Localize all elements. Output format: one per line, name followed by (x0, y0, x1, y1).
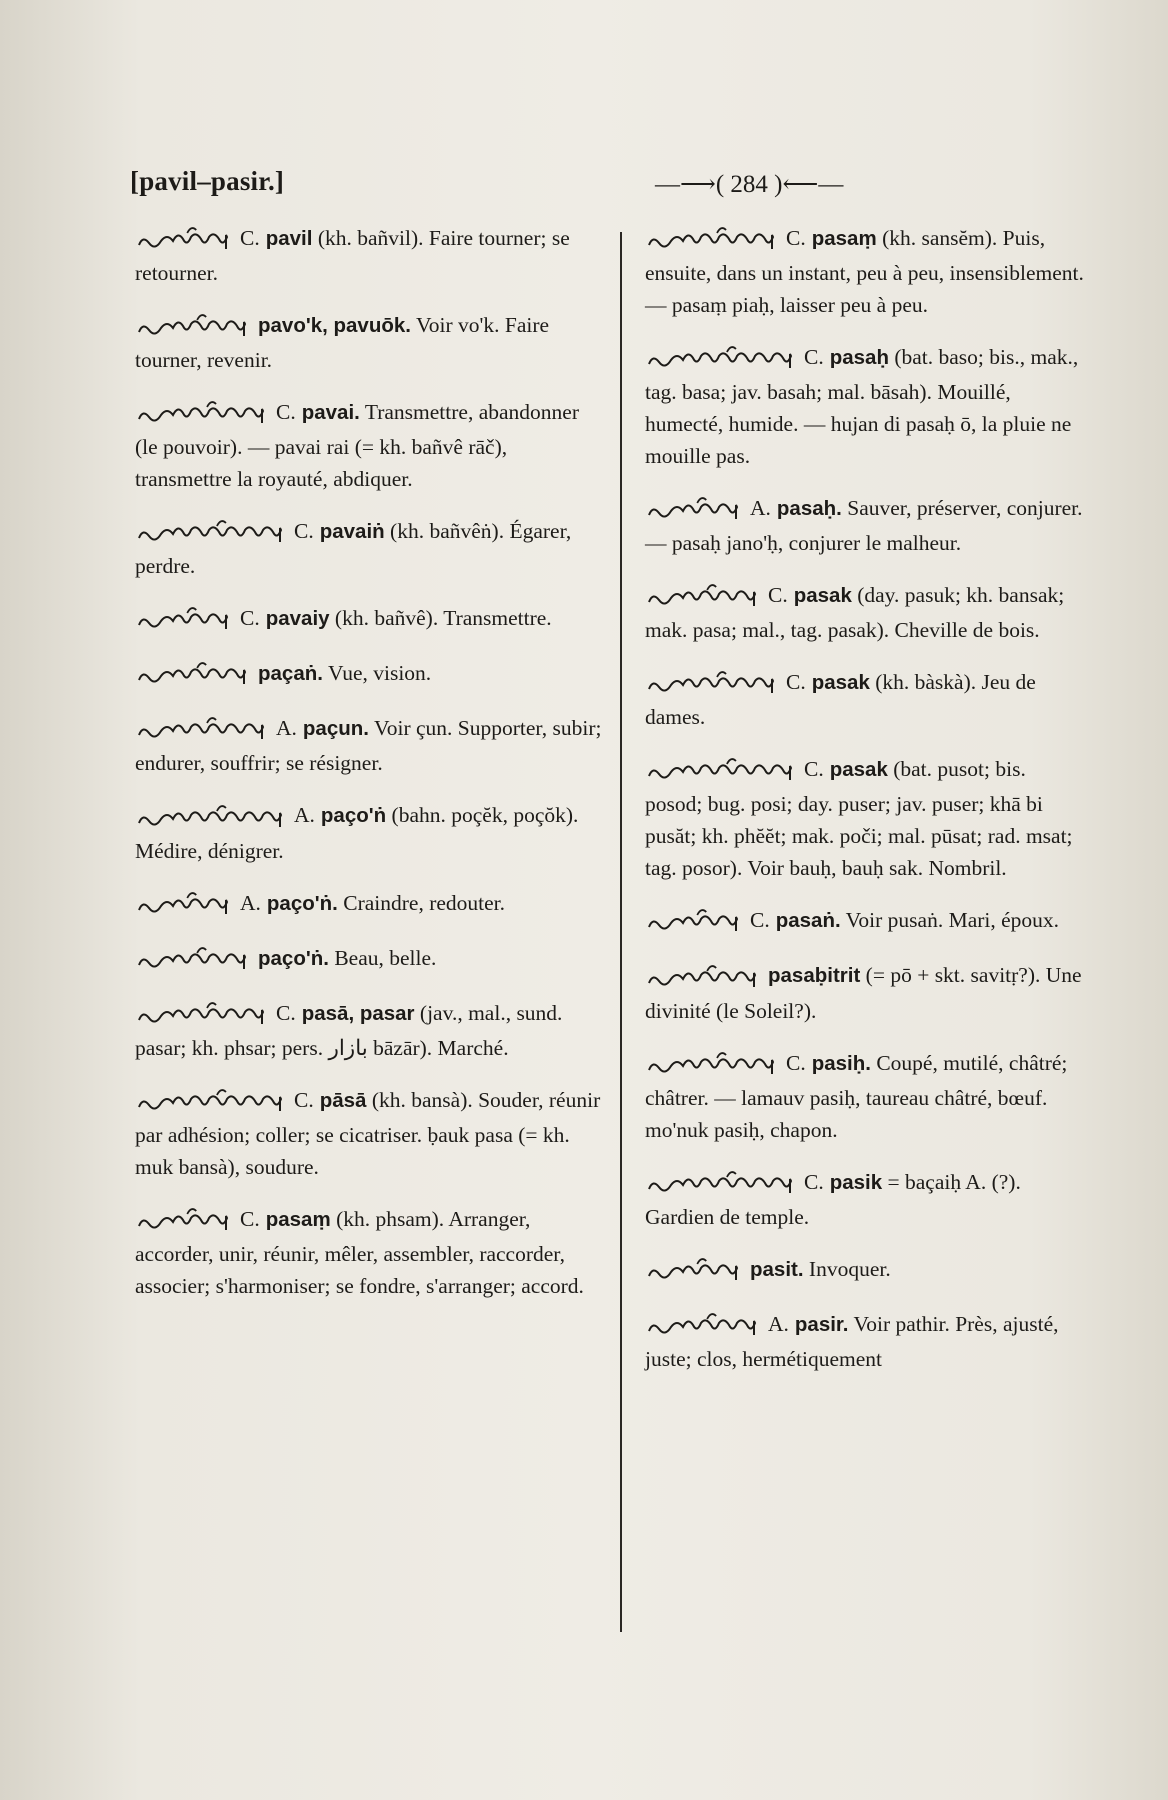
cham-script-glyph (135, 223, 230, 257)
cham-script-glyph (135, 713, 266, 747)
entry-origin: C. (240, 606, 260, 631)
dictionary-entry (645, 1166, 1085, 1233)
entry-definition: Vue, vision. (327, 661, 432, 686)
entry-origin: C. (294, 1087, 314, 1112)
dictionary-entry (135, 309, 605, 376)
cham-script-glyph (135, 801, 284, 835)
entry-definition: Beau, belle. (334, 945, 437, 970)
dictionary-entry (135, 887, 605, 922)
entry-definition: Coupé, mutilé, châtré; châtrer. — lamauv pasiḥ, taureau châtré, bœuf. mo'nuk pasiḥ, chapon. (645, 1050, 1068, 1142)
entry-headword: paço'ṅ. (266, 891, 338, 915)
dictionary-entry (135, 799, 605, 866)
cham-script-glyph (135, 516, 284, 550)
dictionary-entry (645, 1253, 1085, 1288)
entry-headword: pasaṃ (811, 227, 877, 250)
cham-script-glyph (645, 223, 776, 257)
page-number: —⟶( 284 )⟵— (655, 171, 844, 198)
right-column (645, 222, 1085, 1395)
entry-definition: Voir çun. Supporter, subir; endurer, souffrir; se résigner. (135, 716, 602, 776)
dictionary-entry (135, 712, 605, 779)
dictionary-entry (135, 222, 605, 289)
cham-script-glyph (645, 342, 794, 376)
cham-script-glyph (645, 493, 740, 527)
entry-headword: pasit. (750, 1257, 804, 1281)
entry-definition: Invoquer. (808, 1256, 891, 1281)
dictionary-entry (645, 492, 1085, 559)
cham-script-glyph (135, 310, 248, 344)
cham-script-glyph (645, 580, 758, 614)
entry-origin: C. (786, 226, 806, 250)
entry-definition: Sauver, préserver, conjurer. — pasaḥ jano'ḥ, conjurer le malheur. (645, 496, 1083, 556)
entry-headword: pasak (811, 671, 870, 695)
cham-script-glyph (645, 961, 758, 995)
entry-definition: (kh. bàskà). Jeu de dames. (645, 670, 1036, 730)
dictionary-entry (645, 1047, 1085, 1146)
entry-headword: pavaiṅ (319, 520, 385, 544)
entry-definition: (bahn. poçĕk, poçŏk). Médire, dénigrer. (135, 803, 579, 863)
cham-script-glyph (135, 1204, 230, 1238)
entry-definition: (jav., mal., sund. pasar; kh. phsar; pers. بازار bāzār). Marché. (135, 1000, 563, 1060)
entry-headword: paçun. (302, 717, 369, 741)
dictionary-entry (135, 657, 605, 692)
cham-script-glyph (135, 943, 248, 977)
dictionary-entry (645, 1308, 1085, 1375)
entry-origin: C. (804, 757, 824, 782)
entry-headword: pasik (829, 1170, 883, 1194)
entry-headword: pasak (793, 584, 852, 608)
entry-definition: Voir pusaṅ. Mari, époux. (845, 908, 1060, 933)
entry-origin: A. (294, 803, 315, 828)
entry-origin: C. (240, 226, 260, 250)
dictionary-entry (135, 1203, 605, 1302)
entry-headword: pasā, pasar (301, 1001, 415, 1025)
entry-definition: (= pō + skt. savitṛ?). Une divinité (le Soleil?). (645, 963, 1082, 1023)
dictionary-entry (645, 753, 1085, 884)
entry-definition: (kh. sansĕm). Puis, ensuite, dans un instant, peu à peu, insensiblement. — pasaṃ piaḥ, laisser peu à peu. (645, 226, 1084, 318)
entry-origin: C. (240, 1206, 260, 1231)
entry-headword: pasaḥ. (776, 497, 842, 521)
entry-definition: (kh. bañvê). Transmettre. (334, 606, 552, 631)
dictionary-entry (135, 602, 605, 637)
dictionary-entry (135, 997, 605, 1064)
entry-origin: C. (294, 519, 314, 544)
entry-definition: Voir vo'k. Faire tourner, revenir. (135, 313, 550, 373)
entry-definition: (kh. bansà). Souder, réunir par adhésion; coller; se cicatriser. ḅauk pasa (= kh. muk bansà), soudure. (135, 1087, 601, 1179)
cham-script-glyph (645, 1167, 794, 1201)
entry-origin: C. (750, 908, 770, 933)
entry-origin: C. (786, 1050, 806, 1075)
entry-origin: C. (804, 1169, 824, 1194)
entry-headword: pasak (829, 758, 888, 782)
dictionary-entry (645, 666, 1085, 733)
entry-definition: Craindre, redouter. (343, 890, 506, 915)
entry-headword: pavil (265, 227, 313, 250)
entry-origin: A. (768, 1311, 789, 1336)
cham-script-glyph (645, 1309, 758, 1343)
dictionary-entry (135, 1084, 605, 1183)
entry-headword: pavaiy (265, 607, 330, 631)
cham-script-glyph (645, 667, 776, 701)
entry-headword: pasiḥ. (811, 1051, 871, 1075)
dictionary-entry (645, 904, 1085, 939)
entry-origin: A. (750, 496, 771, 521)
entry-headword: pasaḅitrit (768, 964, 861, 988)
entry-origin: A. (240, 890, 261, 915)
entry-headword: paço'ṅ (320, 804, 387, 828)
entry-definition: Voir pathir. Près, ajusté, juste; clos, hermétiquement (645, 1311, 1059, 1371)
cham-script-glyph (135, 603, 230, 637)
entry-headword: pavo'k, pavuōk. (258, 314, 411, 338)
entry-headword: pasaṃ (265, 1207, 331, 1231)
dictionary-entry (135, 396, 605, 495)
cham-script-glyph (645, 1048, 776, 1082)
entry-headword: paçaṅ. (258, 662, 323, 686)
entry-definition: (kh. phsam). Arranger, accorder, unir, réunir, mêler, assembler, raccorder, associer; s'harmoniser; se fondre, s'arranger; accord. (135, 1206, 584, 1298)
entry-origin: C. (804, 345, 824, 370)
cham-script-glyph (645, 754, 794, 788)
column-divider (620, 232, 622, 1632)
dictionary-entry (645, 579, 1085, 646)
cham-script-glyph (645, 905, 740, 939)
entry-definition: (day. pasuk; kh. bansak; mak. pasa; mal., tag. pasak). Cheville de bois. (645, 583, 1065, 643)
entry-origin: C. (276, 1000, 296, 1025)
entry-origin: C. (276, 400, 296, 425)
page-header (130, 166, 1060, 206)
entry-headword: pasaṅ. (775, 909, 841, 933)
entry-definition: (bat. pusot; bis. posod; bug. posi; day. puser; jav. puser; khā bi pusăt; kh. phĕĕt; mak. poči; mal. pūsat; rad. msat; tag. posor). Voir bauḥ, bauḥ sak. Nombril. (645, 757, 1073, 881)
entry-origin: A. (276, 716, 297, 741)
dictionary-entry (645, 959, 1085, 1026)
left-column (135, 222, 605, 1322)
dictionary-entry (645, 222, 1085, 321)
entry-headword: pavai. (301, 401, 360, 425)
entry-definition: = baçaiḥ A. (?). Gardien de temple. (645, 1169, 1021, 1229)
entry-definition: (bat. baso; bis., mak., tag. basa; jav. basah; mal. bāsah). Mouillé, humecté, humide. — hujan di pasaḥ ō, la pluie ne mouille pas. (645, 345, 1079, 469)
entry-headword: paço'ṅ. (258, 946, 329, 970)
cham-script-glyph (135, 888, 230, 922)
dictionary-entry (645, 341, 1085, 472)
entry-definition: Transmettre, abandonner (le pouvoir). — pavai rai (= kh. bañvê rāč), transmettre la royauté, abdiquer. (135, 400, 579, 492)
cham-script-glyph (135, 998, 266, 1032)
cham-script-glyph (135, 658, 248, 692)
entry-headword: pasir. (794, 1312, 849, 1336)
cham-script-glyph (135, 1085, 284, 1119)
entry-origin: C. (768, 583, 788, 608)
entry-range: [pavil–pasir.] (130, 166, 285, 196)
cham-script-glyph (135, 397, 266, 431)
cham-script-glyph (645, 1254, 740, 1288)
dictionary-entry (135, 942, 605, 977)
entry-definition: (kh. bañvêṅ). Égarer, perdre. (135, 519, 572, 579)
entry-origin: C. (786, 670, 806, 695)
entry-headword: pāsā (319, 1088, 367, 1112)
dictionary-entry (135, 515, 605, 582)
entry-headword: pasaḥ (829, 346, 889, 370)
entry-definition: (kh. bañvil). Faire tourner; se retourner. (135, 226, 570, 286)
